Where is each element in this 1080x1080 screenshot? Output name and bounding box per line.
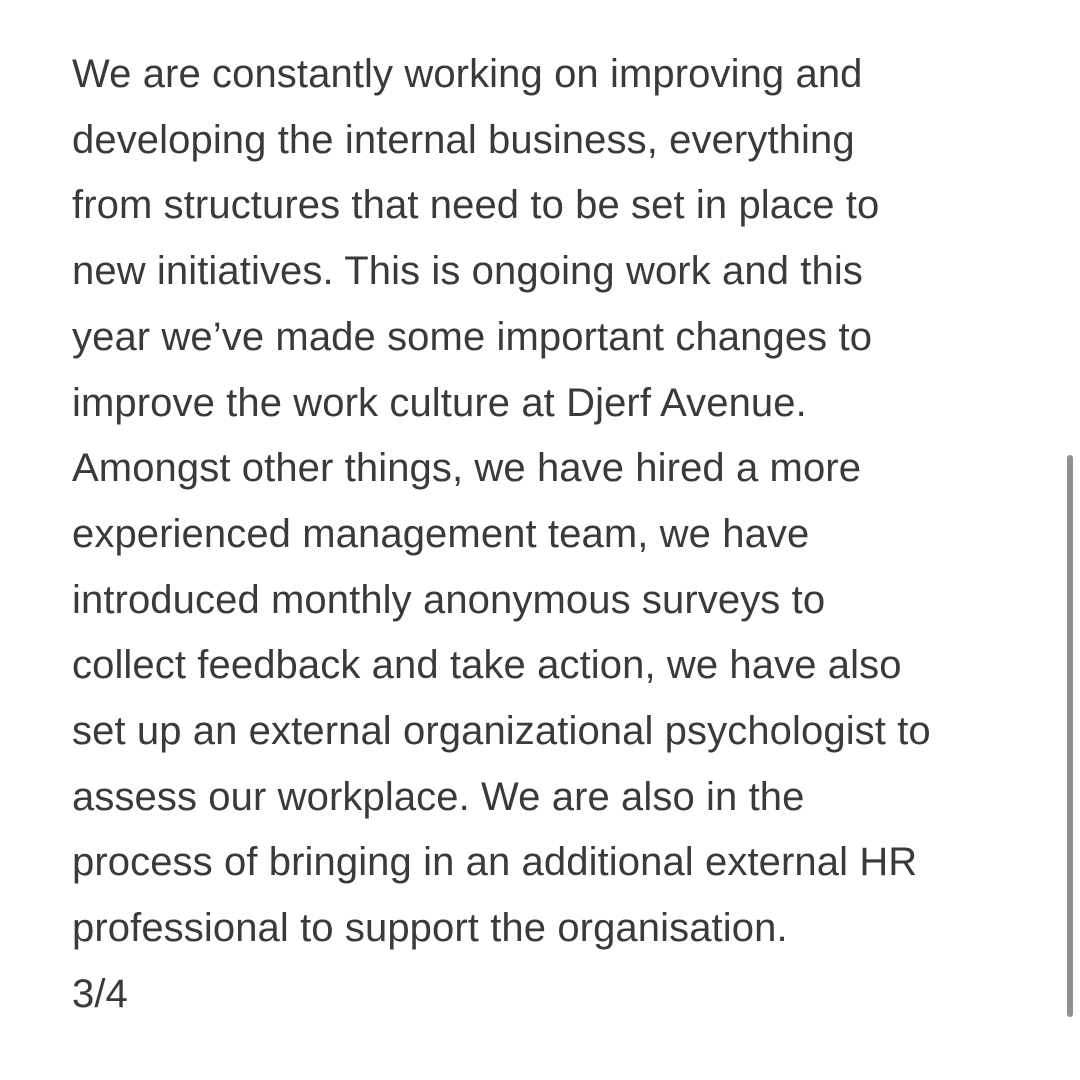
note-line: set up an external organizational psychologist to <box>72 709 931 754</box>
note-line: experienced management team, we have <box>72 511 810 556</box>
scrollbar-thumb[interactable] <box>1067 455 1073 1017</box>
note-line: from structures that need to be set in place to <box>72 183 880 228</box>
note-body <box>72 42 1032 1028</box>
note-line: developing the internal business, everything <box>72 117 855 162</box>
note-line: process of bringing in an additional external HR <box>72 840 918 885</box>
note-line: assess our workplace. We are also in the <box>72 774 805 819</box>
note-line: introduced monthly anonymous surveys to <box>72 577 826 622</box>
note-line: new initiatives. This is ongoing work and this <box>72 249 863 294</box>
vertical-scrollbar[interactable] <box>1067 455 1073 1017</box>
note-line: Amongst other things, we have hired a more <box>72 446 862 491</box>
note-line: improve the work culture at Djerf Avenue. <box>72 380 807 425</box>
note-line: year we’ve made some important changes to <box>72 314 873 359</box>
note-line: collect feedback and take action, we have also <box>72 643 902 688</box>
page-indicator: 3/4 <box>72 971 128 1016</box>
note-line: We are constantly working on improving and <box>72 52 863 96</box>
note-line: professional to support the organisation. <box>72 906 788 951</box>
